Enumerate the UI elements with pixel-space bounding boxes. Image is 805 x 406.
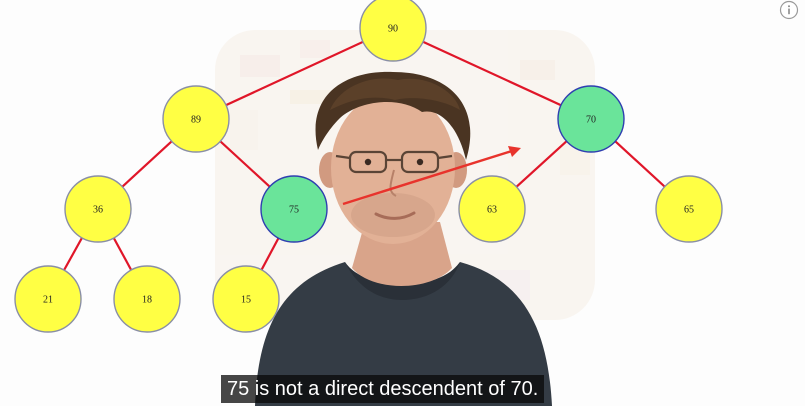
tree-node-21 (15, 266, 81, 332)
tree-node-75 (261, 176, 327, 242)
tree-node-label: 18 (142, 294, 152, 306)
tree-node-label: 70 (586, 114, 596, 126)
tree-node-65 (656, 176, 722, 242)
tree-node-15 (213, 266, 279, 332)
tree-node-36 (65, 176, 131, 242)
tree-node-label: 90 (388, 23, 398, 35)
tree-node-label: 89 (191, 114, 201, 126)
tree-node-label: 36 (93, 204, 103, 216)
tree-node-90 (360, 0, 426, 61)
tree-node-70 (558, 86, 624, 152)
video-caption: 75 is not a direct descendent of 70. (221, 375, 544, 403)
tree-node-label: 21 (43, 294, 53, 306)
tree-node-label: 65 (684, 204, 694, 216)
tree-node-18 (114, 266, 180, 332)
tree-node-label: 63 (487, 204, 497, 216)
tree-node-89 (163, 86, 229, 152)
info-icon (779, 0, 799, 20)
tree-node-label: 15 (241, 294, 251, 306)
tree-node-63 (459, 176, 525, 242)
tree-node-label: 75 (289, 204, 299, 216)
info-button[interactable] (779, 0, 799, 20)
